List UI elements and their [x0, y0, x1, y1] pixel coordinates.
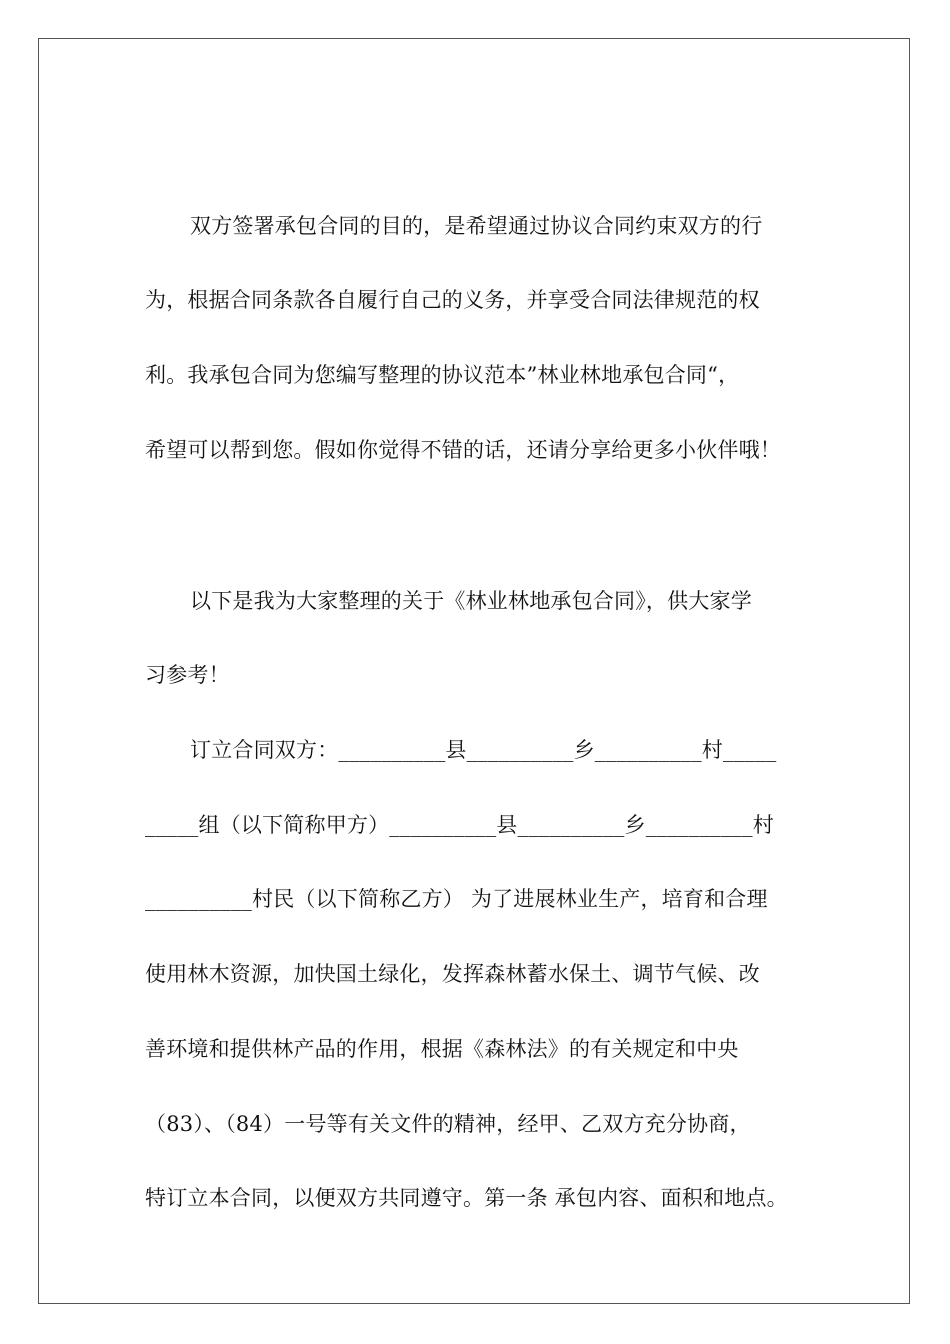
paragraph-2-line-2: 习参考！	[145, 663, 230, 687]
paragraph-3-line-2: _____组（以下简称甲方）__________县__________乡__________村	[145, 813, 774, 837]
paragraph-3-line-7: 特订立本合同，以便双方共同遵守。第一条 承包内容、面积和地点。	[145, 1186, 788, 1210]
paragraph-1-line-2: 为，根据合同条款各自履行自己的义务，并享受合同法律规范的权	[145, 288, 760, 312]
paragraph-3-line-3: __________村民（以下简称乙方） 为了进展林业生产，培育和合理	[145, 887, 768, 911]
paragraph-3-line-1: 订立合同双方：__________县__________乡__________村_____	[190, 738, 777, 762]
paragraph-1-line-4: 希望可以帮到您。假如你觉得不错的话，还请分享给更多小伙伴哦！	[145, 438, 781, 462]
paragraph-3-line-4: 使用林木资源，加快国土绿化，发挥森林蓄水保土、调节气候、改	[145, 962, 760, 986]
paragraph-1-line-1: 双方签署承包合同的目的，是希望通过协议合同约束双方的行	[190, 214, 763, 238]
paragraph-3-line-5: 善环境和提供林产品的作用，根据《森林法》的有关规定和中央	[145, 1037, 739, 1061]
paragraph-1-line-3: 利。我承包合同为您编写整理的协议范本”林业林地承包合同“，	[145, 363, 740, 387]
paragraph-2-line-1: 以下是我为大家整理的关于《林业林地承包合同》，供大家学	[190, 589, 752, 613]
paragraph-3-line-6: （83）、（84）一号等有关文件的精神，经甲、乙双方充分协商，	[145, 1112, 751, 1136]
